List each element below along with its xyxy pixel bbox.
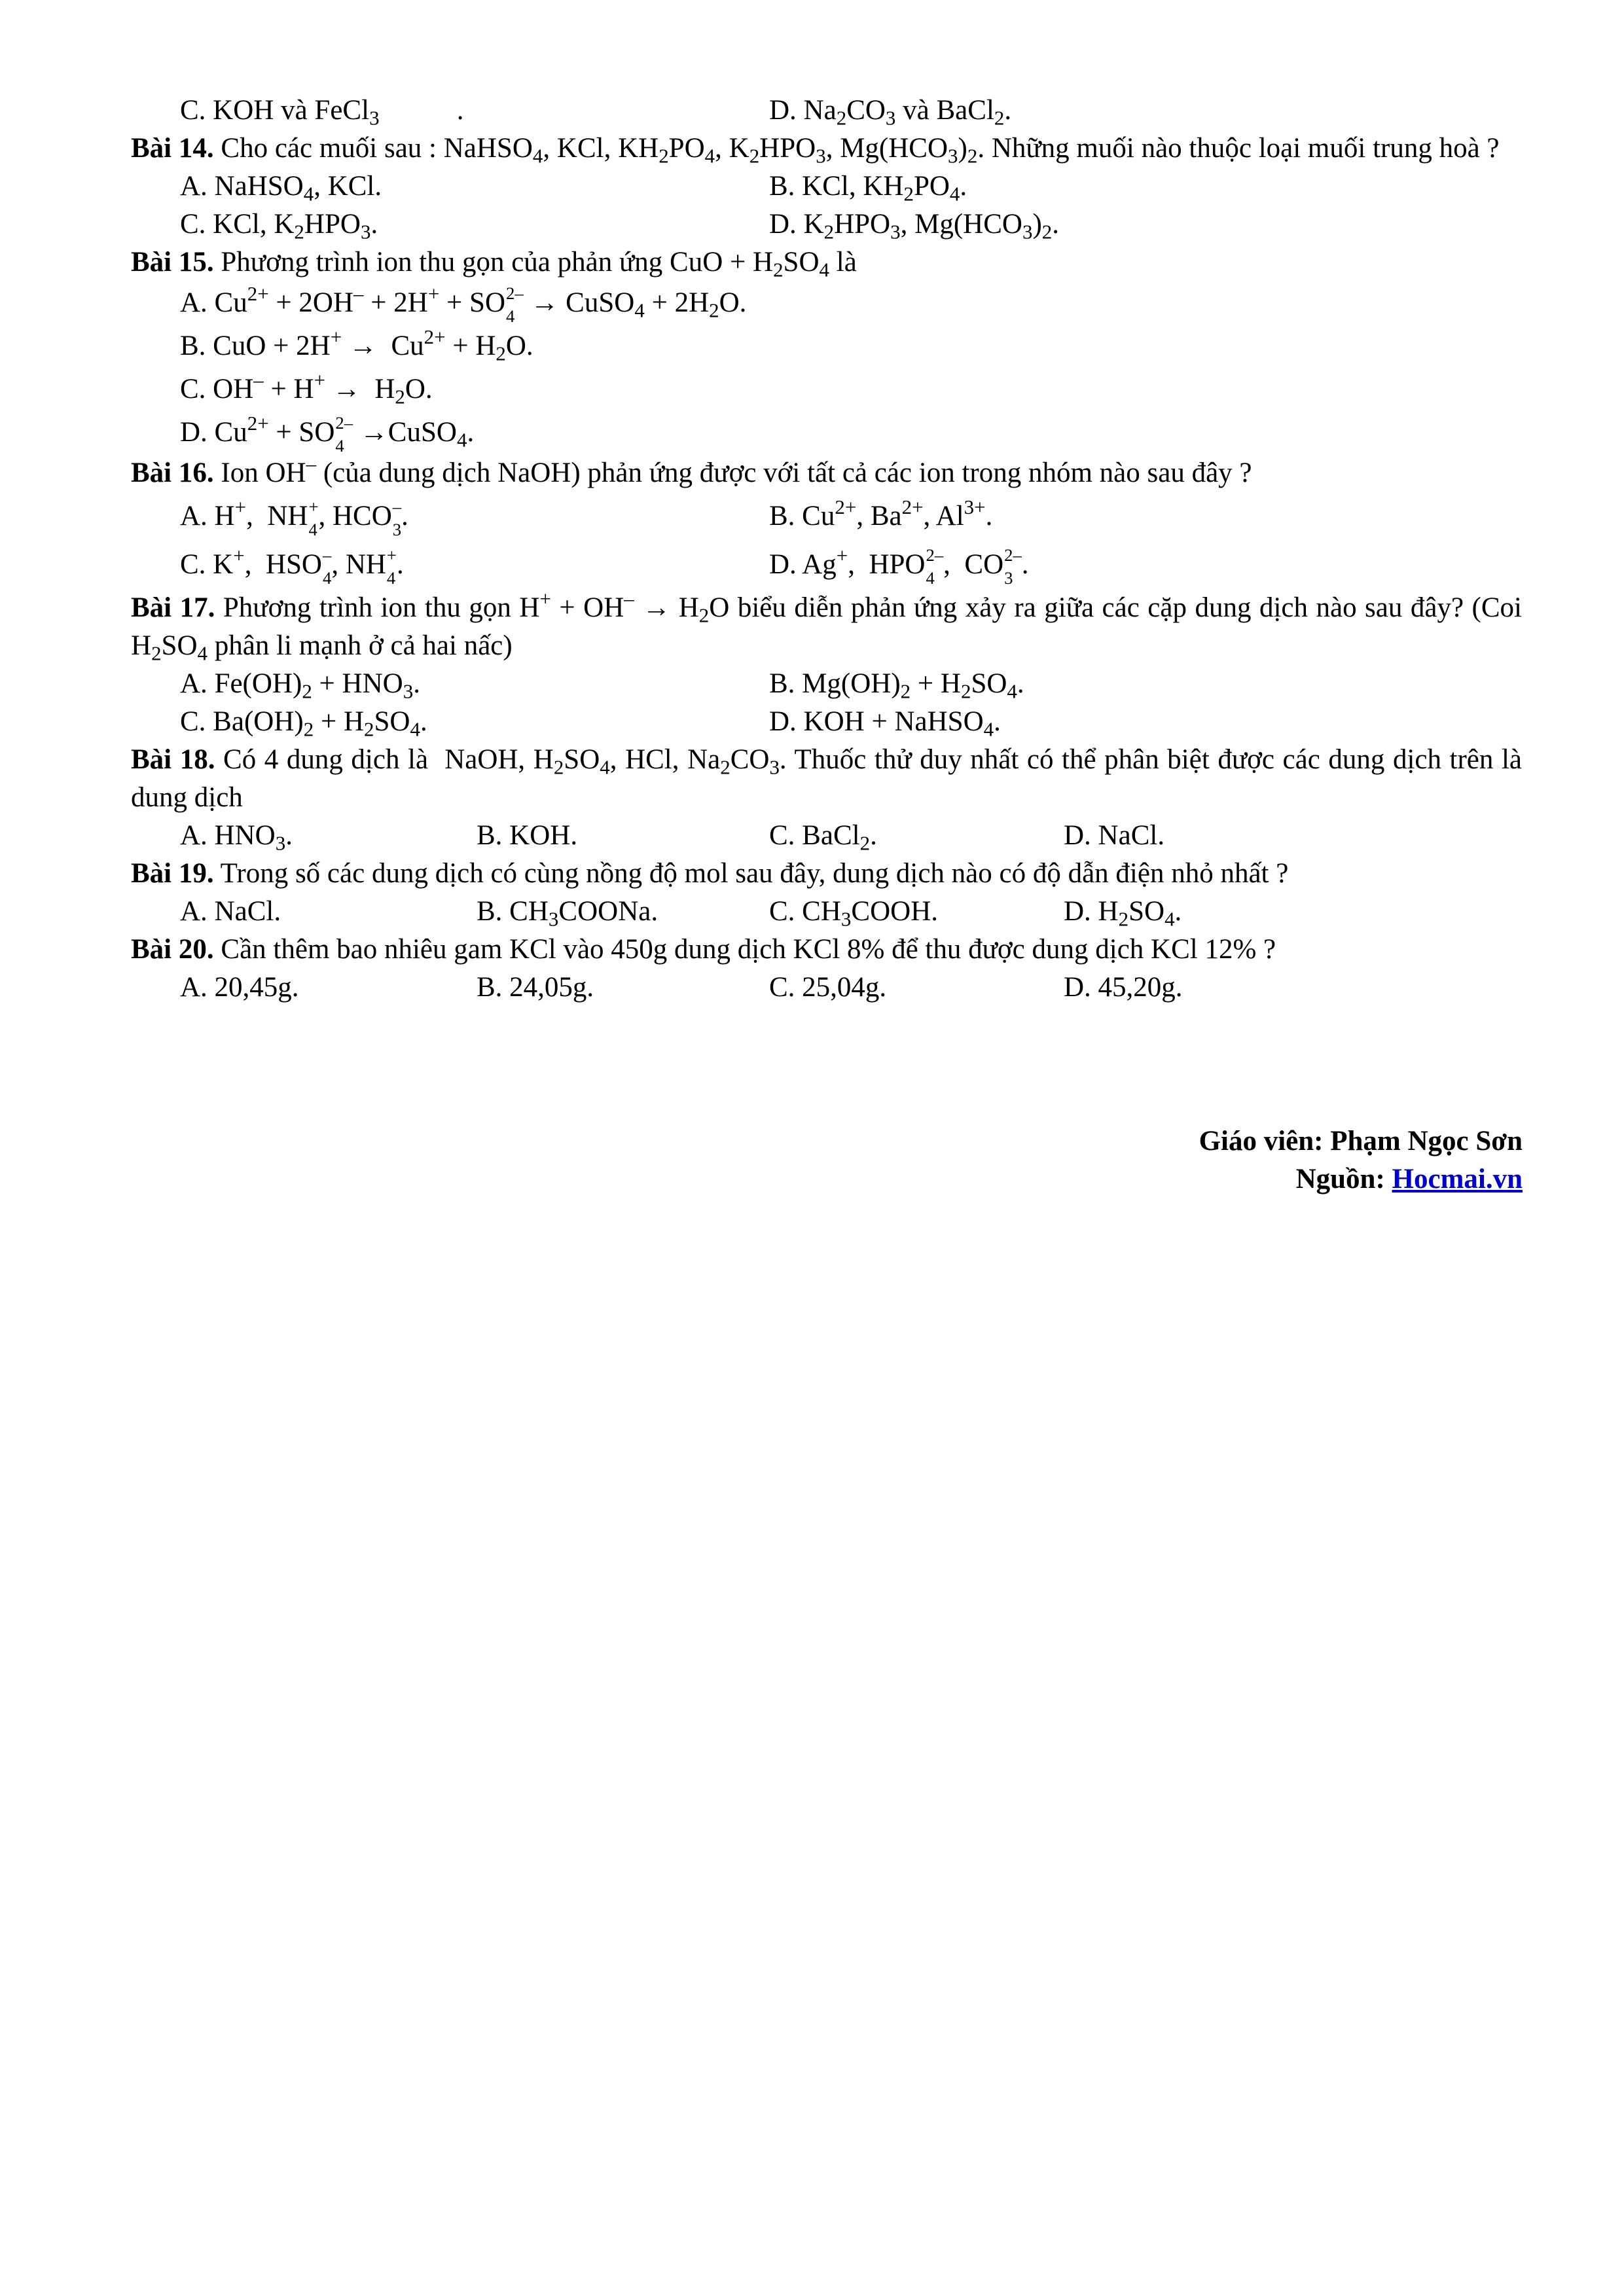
q15-stem: Bài 15. Phương trình ion thu gọn của phản ứng CuO + $H_2SO_4$ là (131, 247, 857, 281)
q16-options-row2 (131, 541, 1522, 589)
q18-option-b: B. KOH. (477, 820, 578, 851)
q14-option-d: D. $K_2HPO_3$, $Mg(HCO_3)_2$. (769, 209, 1059, 243)
q14-options-row1 (131, 168, 1522, 206)
q18-option-a: A. $HNO_3$. (180, 820, 293, 855)
q16-stem: Bài 16. Ion OH– (của dung dịch NaOH) phản ứng được với tất cả các ion trong nhóm nào sau đây ? (131, 452, 1252, 488)
q18-options (131, 817, 1522, 855)
q20-option-a: A. 20,45g. (180, 972, 299, 1003)
q19-stem (131, 855, 1522, 893)
document-footer (1199, 1122, 1523, 1198)
q14-stem: Bài 14. Cho các muối sau : NaHSO$_4$, KCl, $KH_2PO_4$, $K_2HPO_3$, $Mg(HCO_3)_2$. Những muối nào thuộc loại muối trung hoà ? (131, 133, 1500, 168)
q17-option-a: A. $Fe(OH)_2 + HNO_3$. (180, 668, 420, 703)
q17-option-b: B. $Mg(OH)_2 + H_2SO_4$. (769, 668, 1024, 703)
q18-label: Bài 18. (131, 744, 215, 775)
q15-option-d: D. $Cu^{2+}$ + SO 2– 4 →CuSO$_4$. (180, 411, 475, 456)
q17-option-c: C. $Ba(OH)_2 + H_2SO_4$. (180, 706, 427, 741)
q14-option-c: C. KCl, $K_2HPO_3$. (180, 209, 378, 243)
q19-option-c: C. $CH_3COOH$. (769, 896, 938, 931)
q16-option-d: D. Ag+, HPO 2– 4 , CO 2– 3 . (769, 543, 1029, 588)
q15-label: Bài 15. (131, 247, 214, 278)
source-link[interactable]: Hocmai.vn (1392, 1164, 1523, 1194)
q19-options (131, 893, 1522, 931)
q20-option-c: C. 25,04g. (769, 972, 887, 1003)
q17-stem: Bài 17. Phương trình ion thu gọn $H^+ + OH^- \to H_2O$ biểu diễn phản ứng xảy ra giữa các cặp dung dịch nào sau đây? (Coi $H_2SO_4$ phân li mạnh ở cả hai nấc) (131, 586, 1522, 665)
q20-option-d: D. 45,20g. (1064, 972, 1183, 1003)
q16-option-c: C. K+, HSO – 4 , NH + 4 . (180, 543, 404, 588)
q19-option-b: B. $CH_3COONa$. (477, 896, 659, 931)
q16-label: Bài 16. (131, 457, 214, 488)
q20-stem (131, 931, 1522, 969)
q18-option-c: C. BaCl$_2$. (769, 820, 877, 855)
q20-label: Bài 20. (131, 934, 214, 965)
q17-options-row1 (131, 665, 1522, 703)
teacher-credit: Giáo viên: Phạm Ngọc Sơn (1199, 1126, 1523, 1157)
q16-option-b: B. $Cu^{2+}$, $Ba^{2+}$, $Al^{3+}$. (769, 495, 993, 531)
q17-options-row2 (131, 703, 1522, 741)
q19-option-d: D. $H_2SO_4$. (1064, 896, 1182, 931)
q15-option-a: A. $Cu^{2+} + 2OH^- + 2H^+$ + SO 2– 4 → CuSO$_4$ + $2H_2O$. (180, 281, 747, 327)
q20-option-b: B. 24,05g. (477, 972, 594, 1003)
q17-option-d: D. KOH + NaHSO$_4$. (769, 706, 1001, 741)
q14-option-b: B. KCl, $KH_2PO_4$. (769, 171, 967, 206)
q15-option-c: C. $OH^- + H^+ \to H_2O$. (180, 368, 433, 408)
q18-stem: Bài 18. Có 4 dung dịch là NaOH, $H_2SO_4$, HCl, $Na_2CO_3$. Thuốc thử duy nhất có thể phân biệt được các dung dịch trên là dung dịch (131, 744, 1522, 813)
q19-option-a: A. NaCl. (180, 896, 281, 927)
source-credit (1199, 1160, 1523, 1198)
q14-options-row2 (131, 206, 1522, 243)
q14-option-a: A. NaHSO$_4$, KCl. (180, 171, 382, 206)
q13-option-c: C. KOH và FeCl$_3$ . (180, 95, 464, 130)
q16-option-a: A. H+, NH + 4 , HCO – 3 . (180, 495, 408, 540)
q16-options-row1 (131, 492, 1522, 541)
q18-option-d: D. NaCl. (1064, 820, 1165, 851)
q19-text: Trong số các dung dịch có cùng nồng độ mol sau đây, dung dịch nào có độ dẫn điện nhỏ nhất ? (220, 858, 1289, 889)
q20-options (131, 969, 1522, 1007)
q15-option-b: B. CuO + $2H^+ \to Cu^{2+} + H_2O$. (180, 325, 533, 365)
q14-label: Bài 14. (131, 133, 214, 164)
q17-label: Bài 17. (131, 592, 215, 623)
question-list (131, 92, 1522, 1007)
q13-options (131, 92, 1522, 130)
q20-text: Cần thêm bao nhiêu gam KCl vào 450g dung dịch KCl 8% để thu được dung dịch KCl 12% ? (221, 934, 1276, 965)
source-label: Nguồn: (1295, 1164, 1385, 1194)
q13-option-d: D. $Na_2CO_3$ và BaCl$_2$. (769, 95, 1012, 130)
q19-label: Bài 19. (131, 858, 214, 889)
